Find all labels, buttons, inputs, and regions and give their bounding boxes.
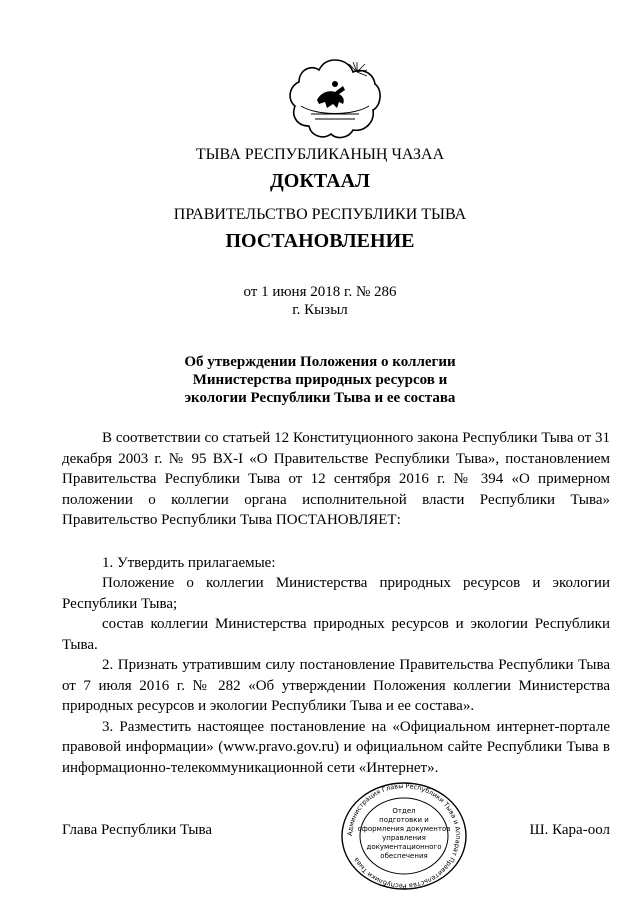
stamp-line-4: управления	[382, 834, 426, 842]
stamp-line-5: документационного	[366, 843, 442, 851]
stamp-line-1: Отдел	[392, 807, 416, 815]
stamp-ring-text: Администрация Главы Республики Тыва и Аппарат Правительства Республики Тыва	[345, 781, 463, 891]
tuvan-document-type: ДОКТААЛ	[270, 170, 370, 192]
official-stamp	[338, 780, 470, 892]
tuvan-government-heading: ТЫВА РЕСПУБЛИКАНЫҢ ЧАЗАА	[195, 146, 445, 163]
item-2: 2. Признать утратившим силу постановление Правительства Республики Тыва от 7 июля 2016 г. № 282 «Об утверждении Положения коллегии Министерства природных ресурсов и экологии Республики Тыва и ее состава».	[62, 657, 610, 714]
stamp-line-2: подготовки и	[379, 816, 429, 824]
item-3: 3. Разместить настоящее постановление на «Официальном интернет-портале правовой информации» (www.pravo.gov.ru) и официальном сайте Республики Тыва в информационно-телекоммуникационной сети «Интернет».	[62, 718, 610, 776]
document-body	[62, 428, 610, 778]
signature-name: Ш. Кара-оол	[529, 822, 610, 838]
stamp-line-3: оформления документов	[357, 825, 451, 833]
title-line-3: экологии Республики Тыва и ее состава	[184, 390, 456, 406]
title-line-1: Об утверждении Положения о коллегии	[184, 354, 456, 370]
preamble-paragraph: В соответствии со статьей 12 Конституционного закона Республики Тыва от 31 декабря 2003 г. № 95 ВХ-I «О Правительстве Республики Тыва», постановлением Правительства Республики Тыва от 12 сентября 2016 г. № 394 «О примерном положении о коллегии органа исполнительной власти Республики Тыва» Правительство Республики Тыва ПОСТАНОВЛЯЕТ:	[62, 430, 610, 528]
title-line-2: Министерства природных ресурсов и	[192, 372, 448, 388]
signature-position: Глава Республики Тыва	[62, 822, 213, 838]
place: г. Кызыл	[292, 302, 348, 318]
russian-document-type: ПОСТАНОВЛЕНИЕ	[225, 230, 415, 252]
document-title	[0, 353, 640, 407]
date-number: от 1 июня 2018 г. № 286	[243, 284, 397, 300]
item-1-b: состав коллегии Министерства природных ресурсов и экологии Республики Тыва.	[62, 616, 610, 653]
coat-of-arms-emblem	[287, 56, 383, 140]
stamp-line-6: обеспечения	[380, 852, 428, 860]
item-1: 1. Утвердить прилагаемые:	[102, 554, 276, 571]
russian-government-heading: ПРАВИТЕЛЬСТВО РЕСПУБЛИКИ ТЫВА	[173, 206, 467, 223]
item-1-a: Положение о коллегии Министерства природных ресурсов и экологии Республики Тыва;	[62, 575, 610, 612]
